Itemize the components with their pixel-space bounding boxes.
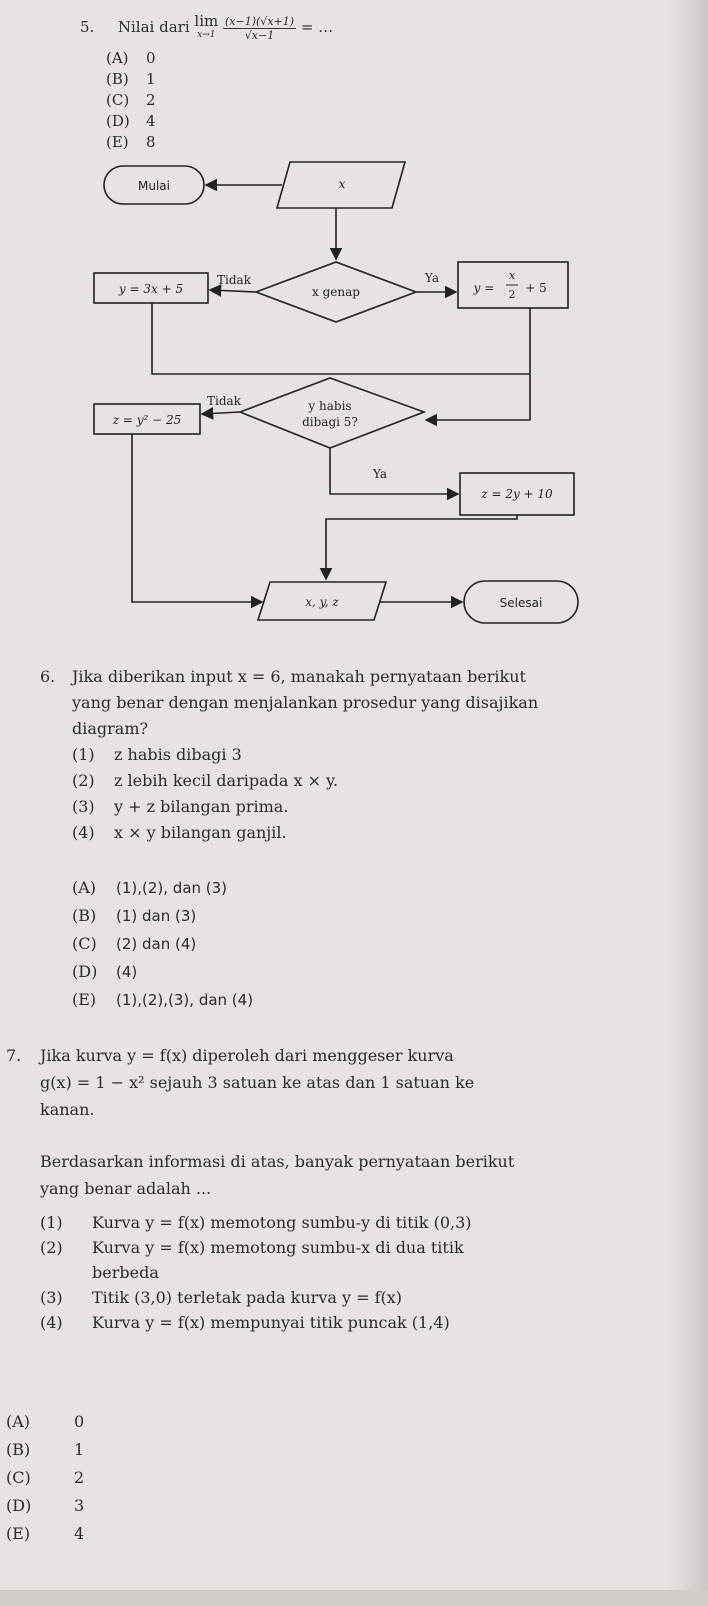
q7-intro-2: yang benar adalah ... [40,1179,212,1198]
q5-option-b: (B) 1 [106,70,156,88]
arrow-d1-no [210,290,256,292]
q6-option-d: (D) (4) [72,962,138,981]
q7-option-e: (E) 4 [6,1524,85,1543]
flowchart [0,0,708,650]
q6-statements [72,742,338,846]
q5-option-c: (C) 2 [106,91,156,109]
q7-statement-4: (4) Kurva y = f(x) mempunyai titik puncak (1,4) [40,1313,450,1332]
q7-options [6,1408,84,1548]
q7-statement-2: (2) Kurva y = f(x) memotong sumbu-x di dua titik [40,1238,464,1257]
q7-option-d: (D) 3 [6,1496,85,1515]
q5-lim-sub: x→1 [197,30,216,40]
q6-option-e: (E) (1),(2),(3), dan (4) [72,990,254,1009]
q5-option-e: (E) 8 [106,133,156,151]
line-yes1-to-decision2 [426,308,530,420]
q6-stem [40,664,538,742]
q7-option-b: (B) 1 [6,1440,85,1459]
d2-yes-label: Ya [372,467,388,481]
line-no2-to-output [132,434,262,602]
box-yes1-num: x [508,269,516,282]
arrow-d2-no [202,412,240,414]
q6-line-3: diagram? [72,719,149,738]
d2-no-label: Tidak [207,394,241,408]
decision2-line2: dibagi 5? [302,415,358,429]
q7-stem [6,1042,474,1123]
line-yes2-to-output [326,515,517,579]
q5-option-d: (D) 4 [106,112,156,130]
q6-option-c: (C) (2) dan (4) [72,934,197,953]
q5-lim-word: lim [194,12,219,30]
q7-line-1: 7. Jika kurva y = f(x) diperoleh dari menggeser kurva [6,1046,454,1065]
decision2-line1: y habis [308,399,352,413]
q5-option-a: (A) 0 [106,49,156,67]
q7-statement-2-cont: berbeda [92,1263,159,1282]
box-yes2-label: z = 2y + 10 [481,487,553,501]
q6-statement-2: (2) z lebih kecil daripada x × y. [72,771,339,790]
q7-line-2: g(x) = 1 − x² sejauh 3 satuan ke atas dan 1 satuan ke [40,1073,475,1092]
q7-line-3: kanan. [40,1100,95,1119]
q6-statement-4: (4) x × y bilangan ganjil. [72,823,287,842]
box-yes1-rhs: + 5 [525,281,547,295]
q7-statements [40,1210,472,1335]
q6-option-a: (A) (1),(2), dan (3) [72,878,228,897]
end-label: Selesai [499,596,543,610]
box-no1-label: y = 3x + 5 [118,282,184,296]
q7-statement-1: (1) Kurva y = f(x) memotong sumbu-y di titik (0,3) [40,1213,472,1232]
decision1-label: x genap [312,285,360,299]
q5-tail: = … [300,18,334,36]
q5-numerator: (x−1)(√x+1) [225,14,295,28]
output-label: x, y, z [305,595,339,609]
box-yes1-lhs: y = [473,281,495,295]
q7-option-c: (C) 2 [6,1468,85,1487]
page-edge-shadow [668,0,708,1606]
d1-yes-label: Ya [424,271,440,285]
decision-habis-5 [240,378,424,448]
q6-options [72,874,253,1014]
q5-denominator: √x−1 [244,28,275,42]
d1-no-label: Tidak [217,273,251,287]
arrow-d2-yes [330,448,458,494]
q5-number: 5. [80,18,95,36]
q7-option-a: (A) 0 [6,1412,85,1431]
start-label: Mulai [138,179,170,193]
q7-intro-1: Berdasarkan informasi di atas, banyak pernyataan berikut [40,1152,515,1171]
q6-option-b: (B) (1) dan (3) [72,906,197,925]
q6-line-1: 6. Jika diberikan input x = 6, manakah pernyataan berikut [40,667,526,686]
box-yes1-den: 2 [508,288,516,301]
q5-lead: Nilai dari [117,18,190,36]
q6-line-2: yang benar dengan menjalankan prosedur yang disajikan [72,693,539,712]
q6-statement-1: (1) z habis dibagi 3 [72,745,242,764]
box-no2-label: z = y² − 25 [112,413,182,427]
input-label: x [338,177,346,191]
q7-statement-3: (3) Titik (3,0) terletak pada kurva y = f(x) [40,1288,403,1307]
q7-intro [40,1148,514,1202]
page-bottom-edge [0,1590,708,1606]
q6-statement-3: (3) y + z bilangan prima. [72,797,289,816]
